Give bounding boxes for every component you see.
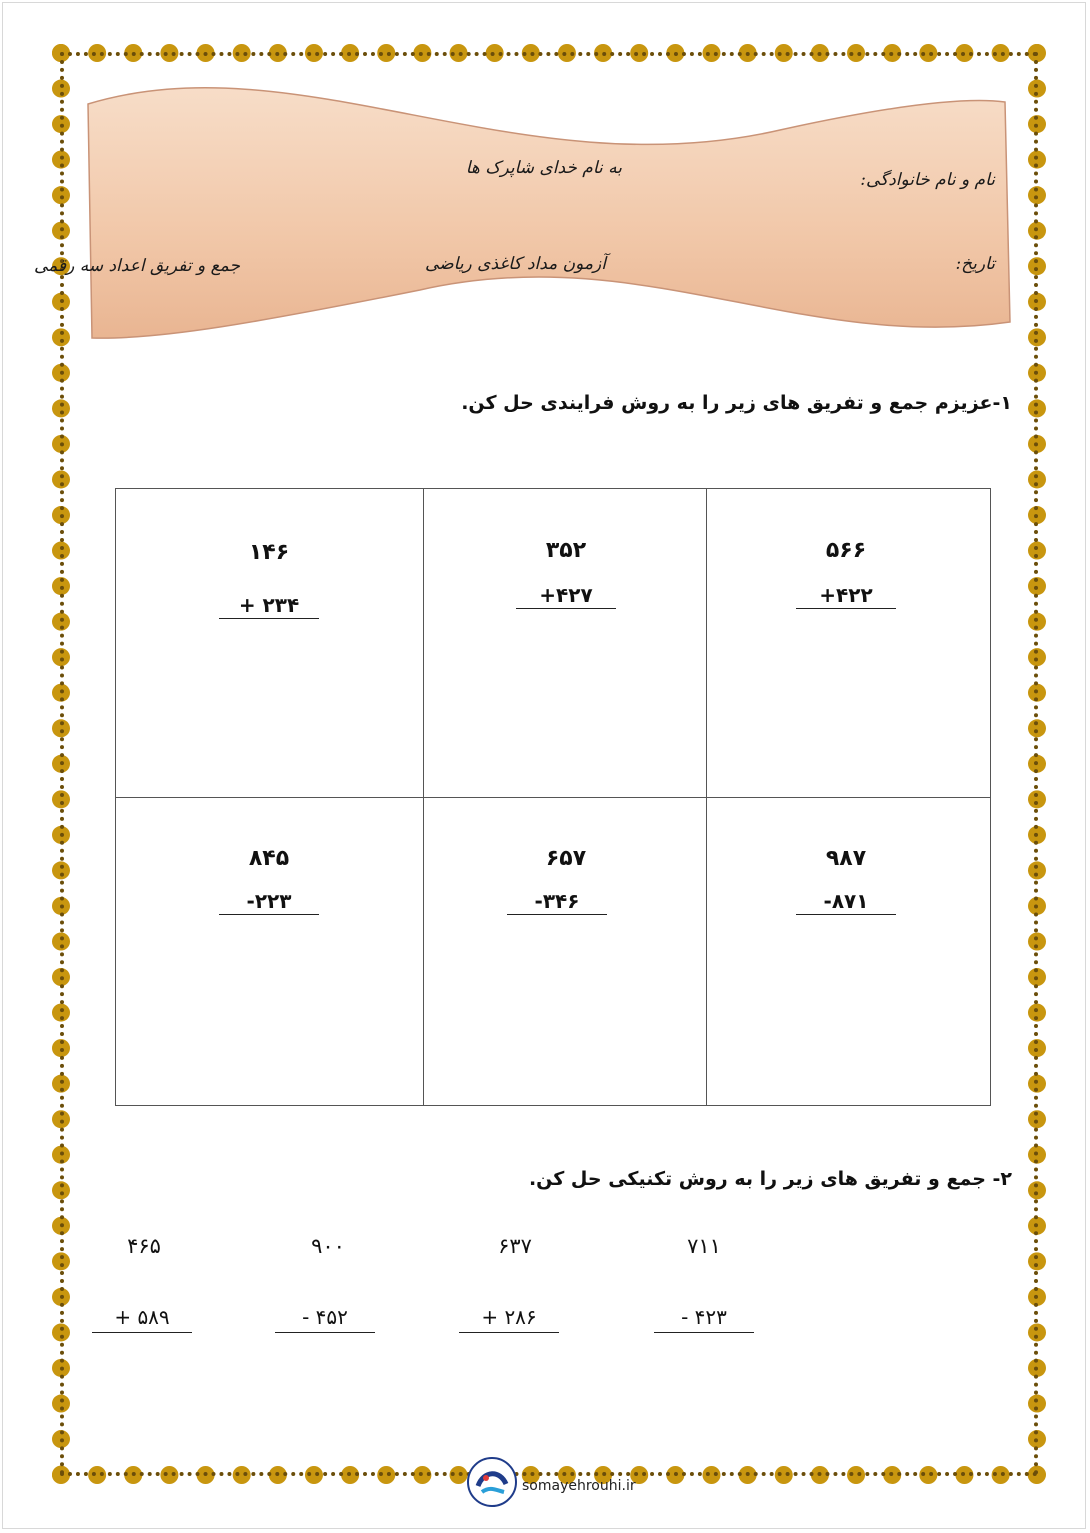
exam-title: آزمون مداد کاغذی ریاضی: [425, 254, 606, 274]
grid-divider: [115, 797, 991, 798]
date-label: تاریخ:: [955, 254, 995, 274]
problem-bottom: -۲۲۳: [219, 888, 319, 915]
problem-bottom: +۴۲۷: [516, 582, 616, 609]
problem-top: ۹۰۰: [311, 1234, 345, 1258]
bismillah: به نام خدای شاپرک ها: [465, 158, 622, 178]
problem-top: ۷۱۱: [687, 1234, 721, 1258]
name-label: نام و نام خانوادگی:: [860, 170, 995, 190]
problem-bottom: + ۲۸۶: [459, 1302, 559, 1333]
problem-bottom: +۴۲۲: [796, 582, 896, 609]
problem-top: ۹۸۷: [825, 846, 867, 871]
problem-top: ۸۴۵: [248, 846, 290, 871]
problem-bottom: -۳۴۶: [507, 888, 607, 915]
problem-top: ۶۳۷: [498, 1234, 532, 1258]
topic-label: جمع و تفریق اعداد سه رقمی: [33, 256, 240, 276]
question1-title: ۱-عزیزم جمع و تفریق های زیر را به روش فرایندی حل کن.: [461, 392, 1012, 414]
problem-bottom: - ۴۵۲: [275, 1302, 375, 1333]
problem-bottom: -۸۷۱: [796, 888, 896, 915]
question2-title: ۲- جمع و تفریق های زیر را به روش تکنیکی حل کن.: [528, 1168, 1012, 1190]
problem-top: ۱۴۶: [248, 540, 290, 565]
problem-top: ۴۶۵: [127, 1234, 161, 1258]
site-logo: [466, 1456, 518, 1508]
problem-bottom: + ۵۸۹: [92, 1302, 192, 1333]
problem-top: ۶۵۷: [545, 846, 587, 871]
problem-top: ۳۵۲: [545, 538, 587, 563]
problem-top: ۵۶۶: [825, 538, 867, 563]
problem-bottom: - ۴۲۳: [654, 1302, 754, 1333]
site-url[interactable]: somayehrouhi.ir: [522, 1478, 636, 1494]
problem-bottom: + ۲۳۴: [219, 592, 319, 619]
